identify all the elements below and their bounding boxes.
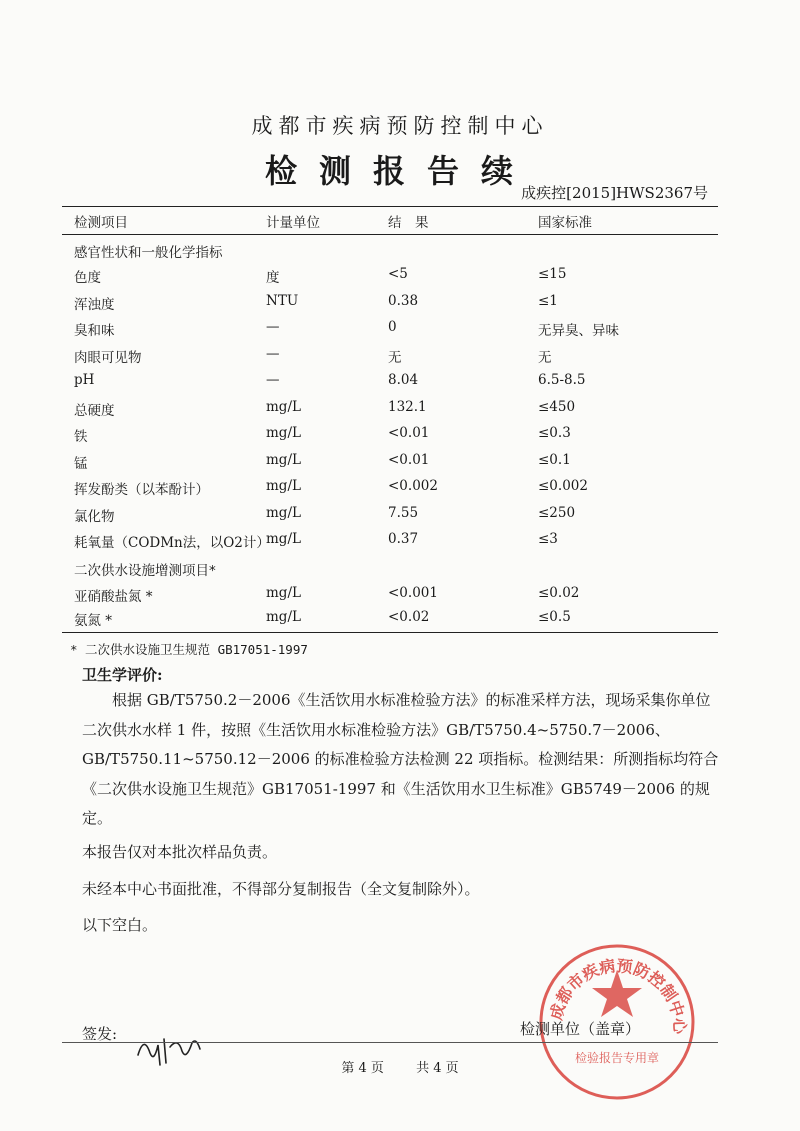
cell-standard: ≤0.1	[538, 451, 571, 468]
section-heading	[0, 556, 800, 580]
cell-item: 锰	[74, 455, 88, 472]
table-row	[0, 449, 800, 473]
cell-unit: mg/L	[266, 451, 301, 468]
table-row	[0, 396, 800, 420]
cell-unit: NTU	[266, 292, 299, 309]
cell-unit: mg/L	[266, 478, 301, 494]
column-header-unit: 计量单位	[266, 215, 320, 231]
table-header-row	[0, 208, 800, 232]
cell-item: 色度	[74, 270, 101, 286]
cell-standard: ≤0.5	[538, 609, 571, 625]
table-header-rule	[62, 234, 718, 235]
evaluation-note: 以下空白。	[82, 915, 158, 934]
page-indicator	[0, 1057, 800, 1076]
table-row	[0, 422, 800, 446]
svg-text:成都市疾病预防控制中心: 成都市疾病预防控制中心	[546, 956, 690, 1035]
cell-result: 无	[388, 349, 402, 366]
cell-result: 132.1	[388, 398, 427, 415]
cell-result: 0	[388, 319, 397, 335]
cell-item: pH	[74, 372, 95, 388]
cell-item: 臭和味	[74, 323, 115, 339]
cell-standard: ≤450	[538, 398, 576, 415]
cell-item: 总硬度	[74, 402, 115, 419]
cell-result: <0.02	[388, 609, 430, 625]
cell-unit: mg/L	[266, 531, 301, 547]
column-header-item: 检测项目	[74, 215, 128, 231]
cell-unit: mg/L	[266, 425, 301, 441]
cell-unit: mg/L	[266, 585, 301, 601]
cell-result: 8.04	[388, 372, 419, 388]
cell-standard: ≤15	[538, 266, 567, 282]
column-header-standard: 国家标准	[538, 215, 592, 231]
table-row	[0, 606, 800, 630]
cell-standard: ≤250	[538, 504, 576, 521]
evaluation-body	[82, 686, 722, 940]
signature-rule	[62, 1042, 718, 1043]
table-row	[0, 343, 800, 367]
cell-result: 0.38	[388, 292, 419, 309]
table-row	[0, 316, 800, 340]
cell-item: 氯化物	[74, 508, 115, 525]
table-top-rule	[62, 206, 718, 207]
cell-standard: ≤0.02	[538, 585, 580, 601]
testing-unit-label: 检测单位（盖章）	[520, 1020, 641, 1038]
cell-result: <0.01	[388, 425, 430, 441]
column-header-result: 结 果	[388, 215, 429, 231]
table-row	[0, 369, 800, 393]
cell-standard: 6.5-8.5	[538, 372, 586, 388]
cell-unit: mg/L	[266, 504, 301, 521]
section-heading	[0, 238, 800, 262]
section-heading-label: 感官性状和一般化学指标	[74, 245, 223, 261]
cell-item: 亚硝酸盐氮 *	[74, 589, 153, 605]
cell-result: 7.55	[388, 504, 419, 521]
page-current: 第 4 页	[341, 1061, 384, 1076]
table-row	[0, 475, 800, 499]
cell-unit: mg/L	[266, 398, 301, 415]
cell-result: <0.001	[388, 585, 438, 601]
cell-item: 氨氮 *	[74, 613, 113, 629]
table-row	[0, 582, 800, 606]
cell-item: 挥发酚类（以苯酚计）	[74, 482, 209, 498]
cell-result: 0.37	[388, 531, 419, 547]
evaluation-text: 根据 GB/T5750.2－2006《生活饮用水标准检验方法》的标准采样方法，现场采集你单位二次供水水样 1 件，按照《生活饮用水标准检验方法》GB/T5750.4~5750.7－2006、GB/T5750.11~5750.12－2006 的标准检验方法检测 22 项指标。检测结果：所测指标均符合《二次供水设施卫生规范》GB17051-1997 和《生活饮用水卫生标准》GB5749－2006 的规定。	[82, 691, 719, 827]
table-row	[0, 528, 800, 552]
issuer-label: 签发:	[82, 1025, 118, 1043]
evaluation-note: 未经本中心书面批准，不得部分复制报告（全文复制除外）。	[82, 880, 480, 898]
cell-unit: —	[266, 345, 280, 362]
cell-unit: 度	[266, 270, 280, 286]
cell-item: 耗氧量（CODMn法，以O2计）	[74, 535, 270, 551]
cell-item: 肉眼可见物	[74, 349, 142, 366]
table-row	[0, 502, 800, 526]
table-footnote: * 二次供水设施卫生规范 GB17051-1997	[70, 642, 308, 657]
cell-standard: ≤1	[538, 292, 558, 309]
cell-unit: —	[266, 319, 280, 335]
cell-result: <0.002	[388, 478, 438, 494]
cell-result: <0.01	[388, 451, 430, 468]
document-number: 成疾控[2015]HWS2367号	[521, 184, 708, 202]
cell-result: <5	[388, 266, 408, 282]
cell-item: 浑浊度	[74, 296, 115, 313]
page-total: 共 4 页	[416, 1061, 459, 1076]
cell-standard: ≤0.3	[538, 425, 571, 441]
svg-text:检验报告专用章: 检验报告专用章	[574, 1051, 660, 1065]
table-bottom-rule	[62, 632, 718, 633]
section-heading-label: 二次供水设施增测项目*	[74, 563, 216, 579]
evaluation-note: 本报告仅对本批次样品负责。	[82, 842, 278, 861]
organization-name: 成都市疾病预防控制中心	[251, 114, 549, 138]
cell-standard: ≤3	[538, 531, 558, 547]
cell-item: 铁	[74, 429, 88, 445]
table-row	[0, 263, 800, 287]
cell-standard: ≤0.002	[538, 478, 588, 494]
cell-standard: 无异臭、异味	[538, 323, 619, 339]
table-row	[0, 290, 800, 314]
cell-unit: mg/L	[266, 609, 301, 625]
evaluation-heading: 卫生学评价:	[82, 666, 163, 684]
report-title: 检测报告续	[264, 152, 535, 190]
cell-standard: 无	[538, 349, 552, 366]
cell-unit: —	[266, 372, 280, 388]
